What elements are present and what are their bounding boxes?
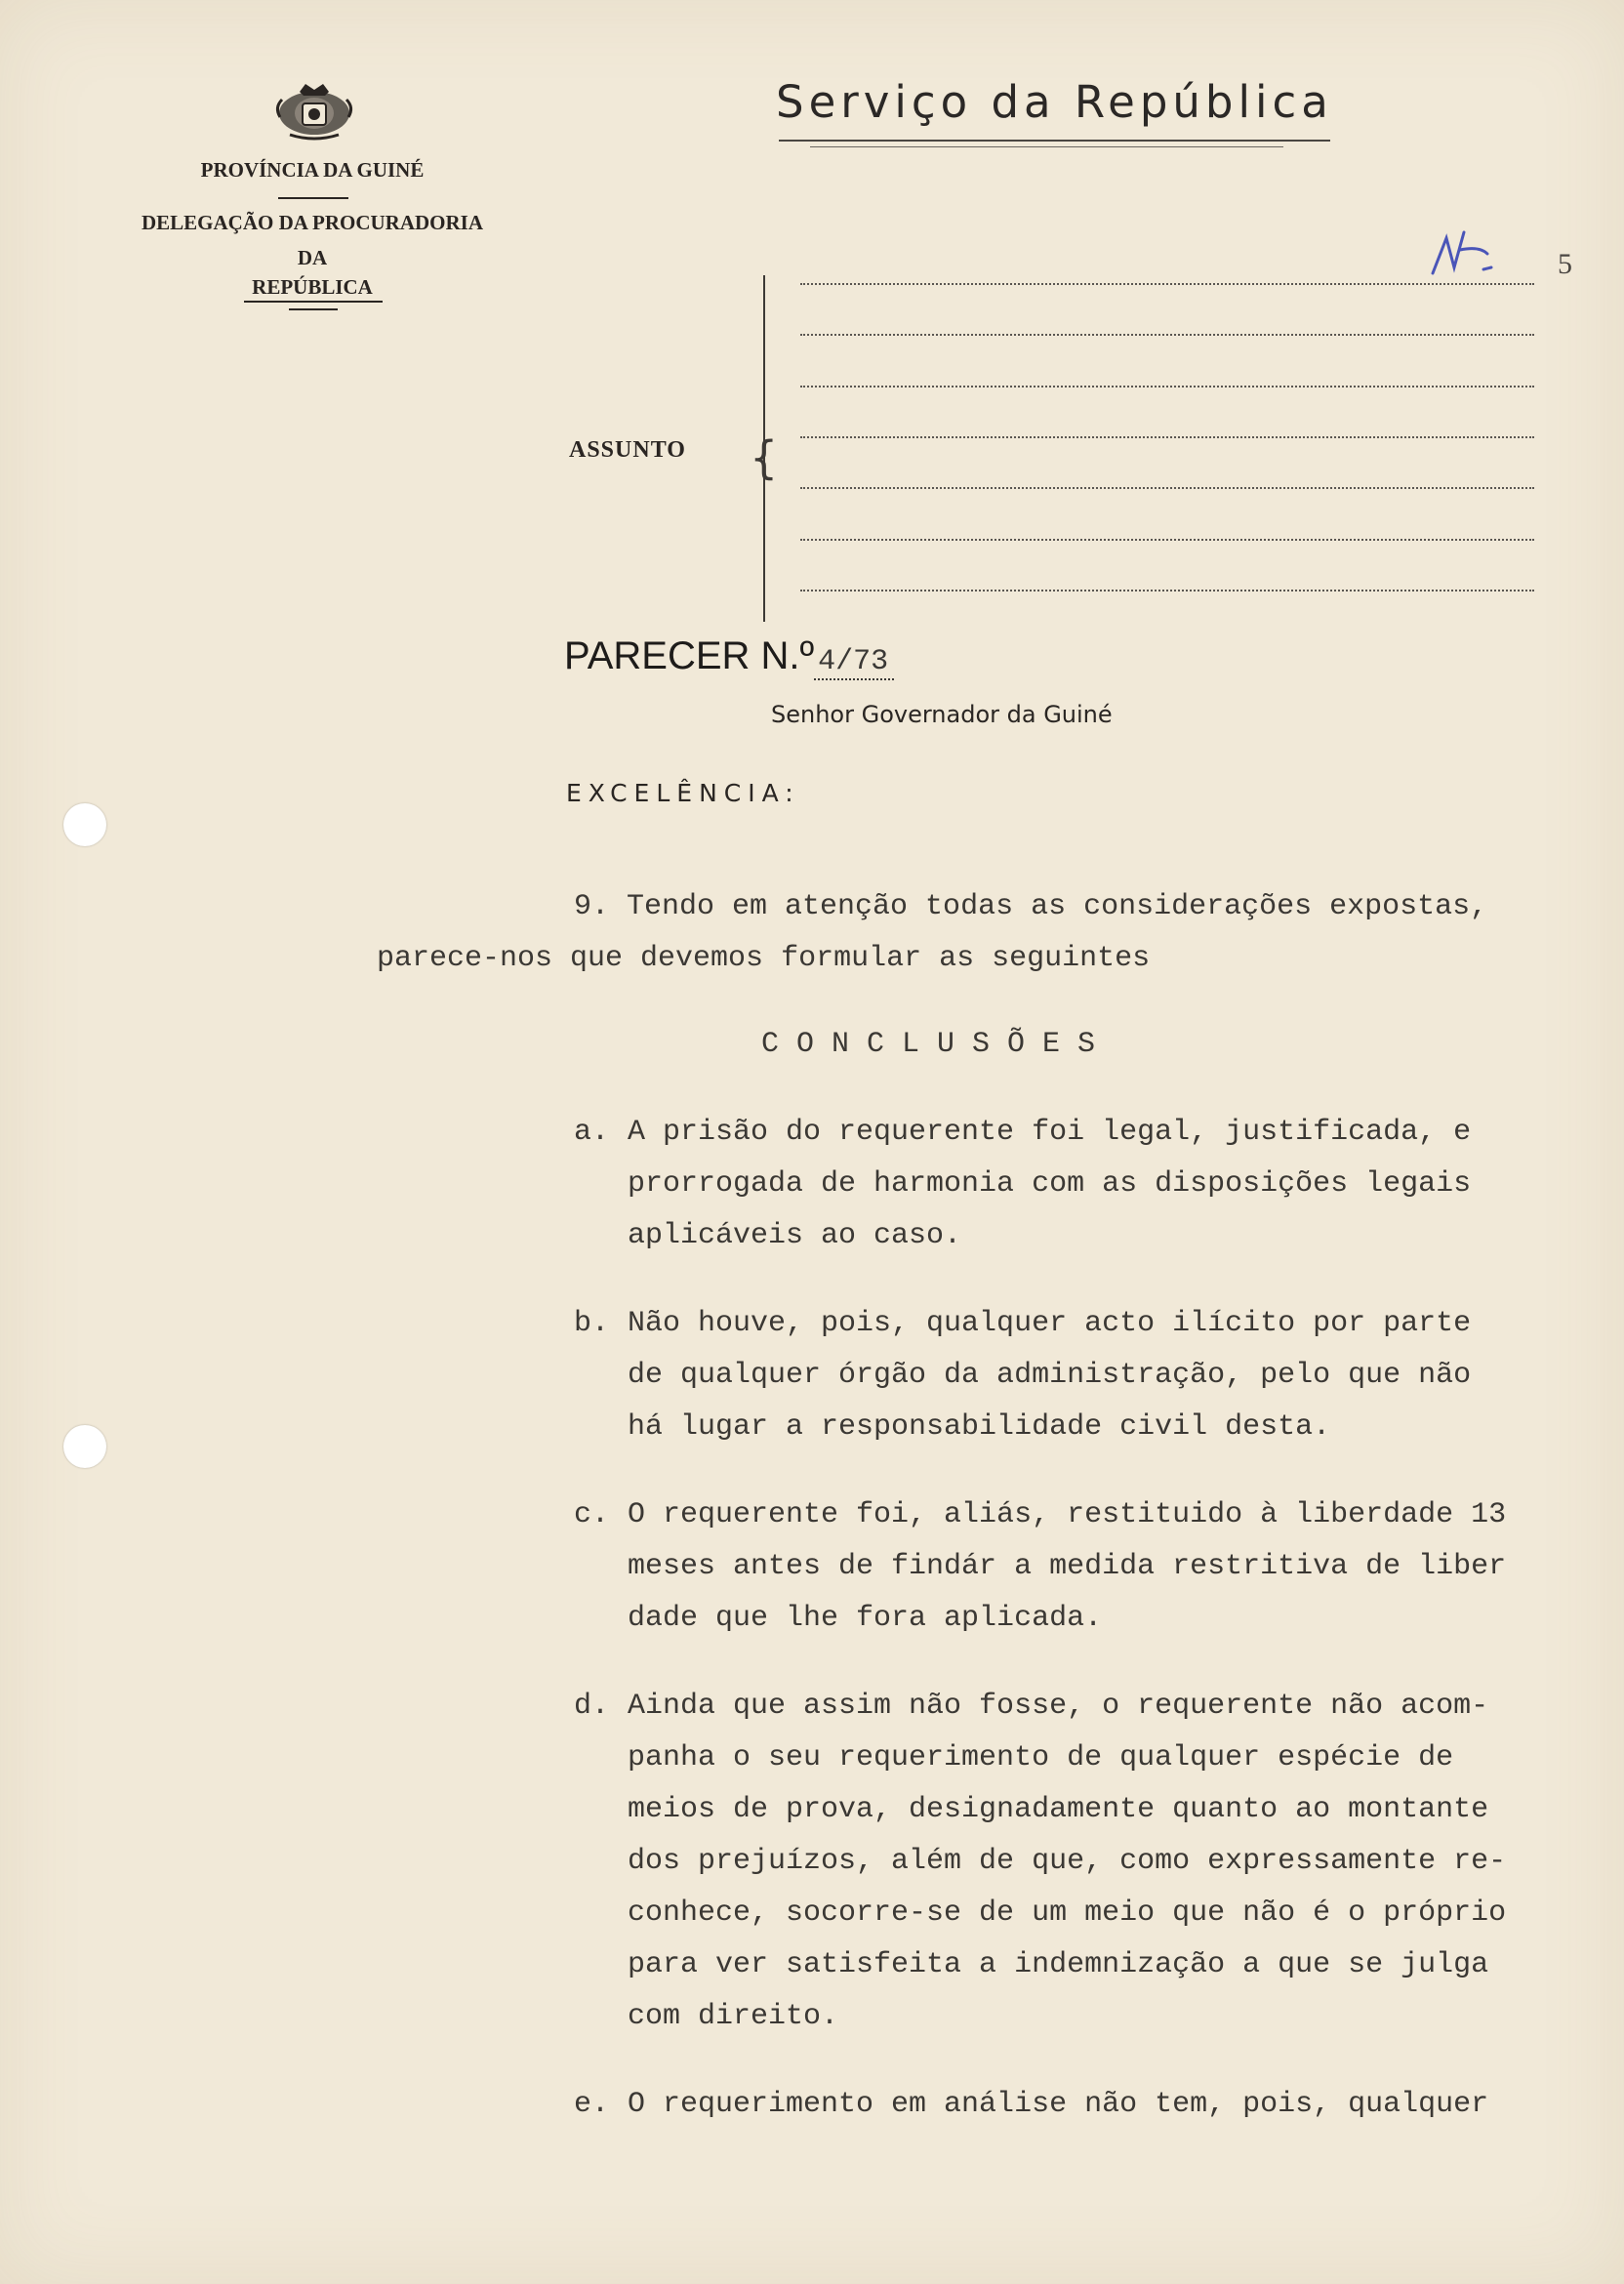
item-marker: a. bbox=[574, 1116, 610, 1149]
item-marker: d. bbox=[574, 1690, 610, 1723]
salutation: EXCELÊNCIA: bbox=[566, 779, 800, 807]
body-line: 9. Tendo em atenção todas as considerações expostas, bbox=[574, 890, 1488, 923]
subject-brace-tip: { bbox=[750, 431, 779, 484]
handwritten-mark-icon bbox=[1425, 224, 1503, 283]
item-line: A prisão do requerente foi legal, justificada, e bbox=[628, 1116, 1472, 1149]
subject-line bbox=[800, 487, 1534, 489]
opinion-label: PARECER N.º bbox=[564, 634, 815, 677]
item-marker: b. bbox=[574, 1307, 610, 1340]
punch-hole-icon bbox=[63, 1425, 106, 1468]
delegation-da: DA bbox=[297, 246, 328, 269]
item-line: com direito. bbox=[628, 2000, 839, 2033]
delegation-republic: REPÚBLICA bbox=[252, 275, 373, 299]
republic-underline bbox=[244, 301, 383, 303]
subject-line bbox=[800, 539, 1534, 541]
item-line: dade que lhe fora aplicada. bbox=[628, 1602, 1103, 1635]
item-line: de qualquer órgão da administração, pelo que não bbox=[628, 1359, 1472, 1392]
item-line: Ainda que assim não fosse, o requerente não acom- bbox=[628, 1690, 1489, 1723]
item-line: meios de prova, designadamente quanto ao montante bbox=[628, 1793, 1489, 1826]
conclusions-heading: C O N C L U S Õ E S bbox=[761, 1028, 1096, 1061]
subject-line bbox=[800, 334, 1534, 336]
opinion-header bbox=[564, 634, 894, 678]
body-line: parece-nos que devemos formular as seguintes bbox=[377, 942, 1151, 975]
header-divider bbox=[278, 197, 348, 199]
subject-line bbox=[800, 590, 1534, 591]
item-line: para ver satisfeita a indemnização a que se julga bbox=[628, 1948, 1489, 1981]
punch-hole-icon bbox=[63, 803, 106, 846]
item-line: panha o seu requerimento de qualquer espécie de bbox=[628, 1741, 1454, 1774]
opinion-number: 4/73 bbox=[814, 645, 894, 680]
addressee: Senhor Governador da Guiné bbox=[771, 701, 1113, 728]
republic-underline-short bbox=[289, 308, 338, 310]
item-marker: e. bbox=[574, 2088, 610, 2121]
subject-line bbox=[800, 283, 1534, 285]
item-line: prorrogada de harmonia com as disposições legais bbox=[628, 1167, 1472, 1201]
item-marker: c. bbox=[574, 1498, 610, 1531]
item-line: O requerimento em análise não tem, pois, qualquer bbox=[628, 2088, 1489, 2121]
subject-line bbox=[800, 386, 1534, 387]
service-underline-inner bbox=[810, 146, 1283, 147]
subject-label: ASSUNTO bbox=[569, 437, 686, 463]
delegation-name: DELEGAÇÃO DA PROCURADORIA bbox=[141, 211, 484, 234]
item-line: dos prejuízos, além de que, como expressamente re- bbox=[628, 1845, 1507, 1878]
province-name: PROVÍNCIA DA GUINÉ bbox=[200, 158, 425, 182]
item-line: O requerente foi, aliás, restituido à liberdade 13 bbox=[628, 1498, 1507, 1531]
item-line: meses antes de findár a medida restritiva de liber bbox=[628, 1550, 1507, 1583]
service-underline bbox=[779, 140, 1330, 142]
item-line: conhece, socorre-se de um meio que não é o próprio bbox=[628, 1897, 1507, 1930]
item-line: aplicáveis ao caso. bbox=[628, 1219, 962, 1252]
service-title: Serviço da República bbox=[776, 76, 1333, 128]
item-line: Não houve, pois, qualquer acto ilícito por parte bbox=[628, 1307, 1472, 1340]
page-number: 5 bbox=[1558, 248, 1572, 280]
item-line: há lugar a responsabilidade civil desta. bbox=[628, 1410, 1331, 1444]
coat-of-arms-icon bbox=[270, 78, 358, 143]
subject-line bbox=[800, 436, 1534, 438]
